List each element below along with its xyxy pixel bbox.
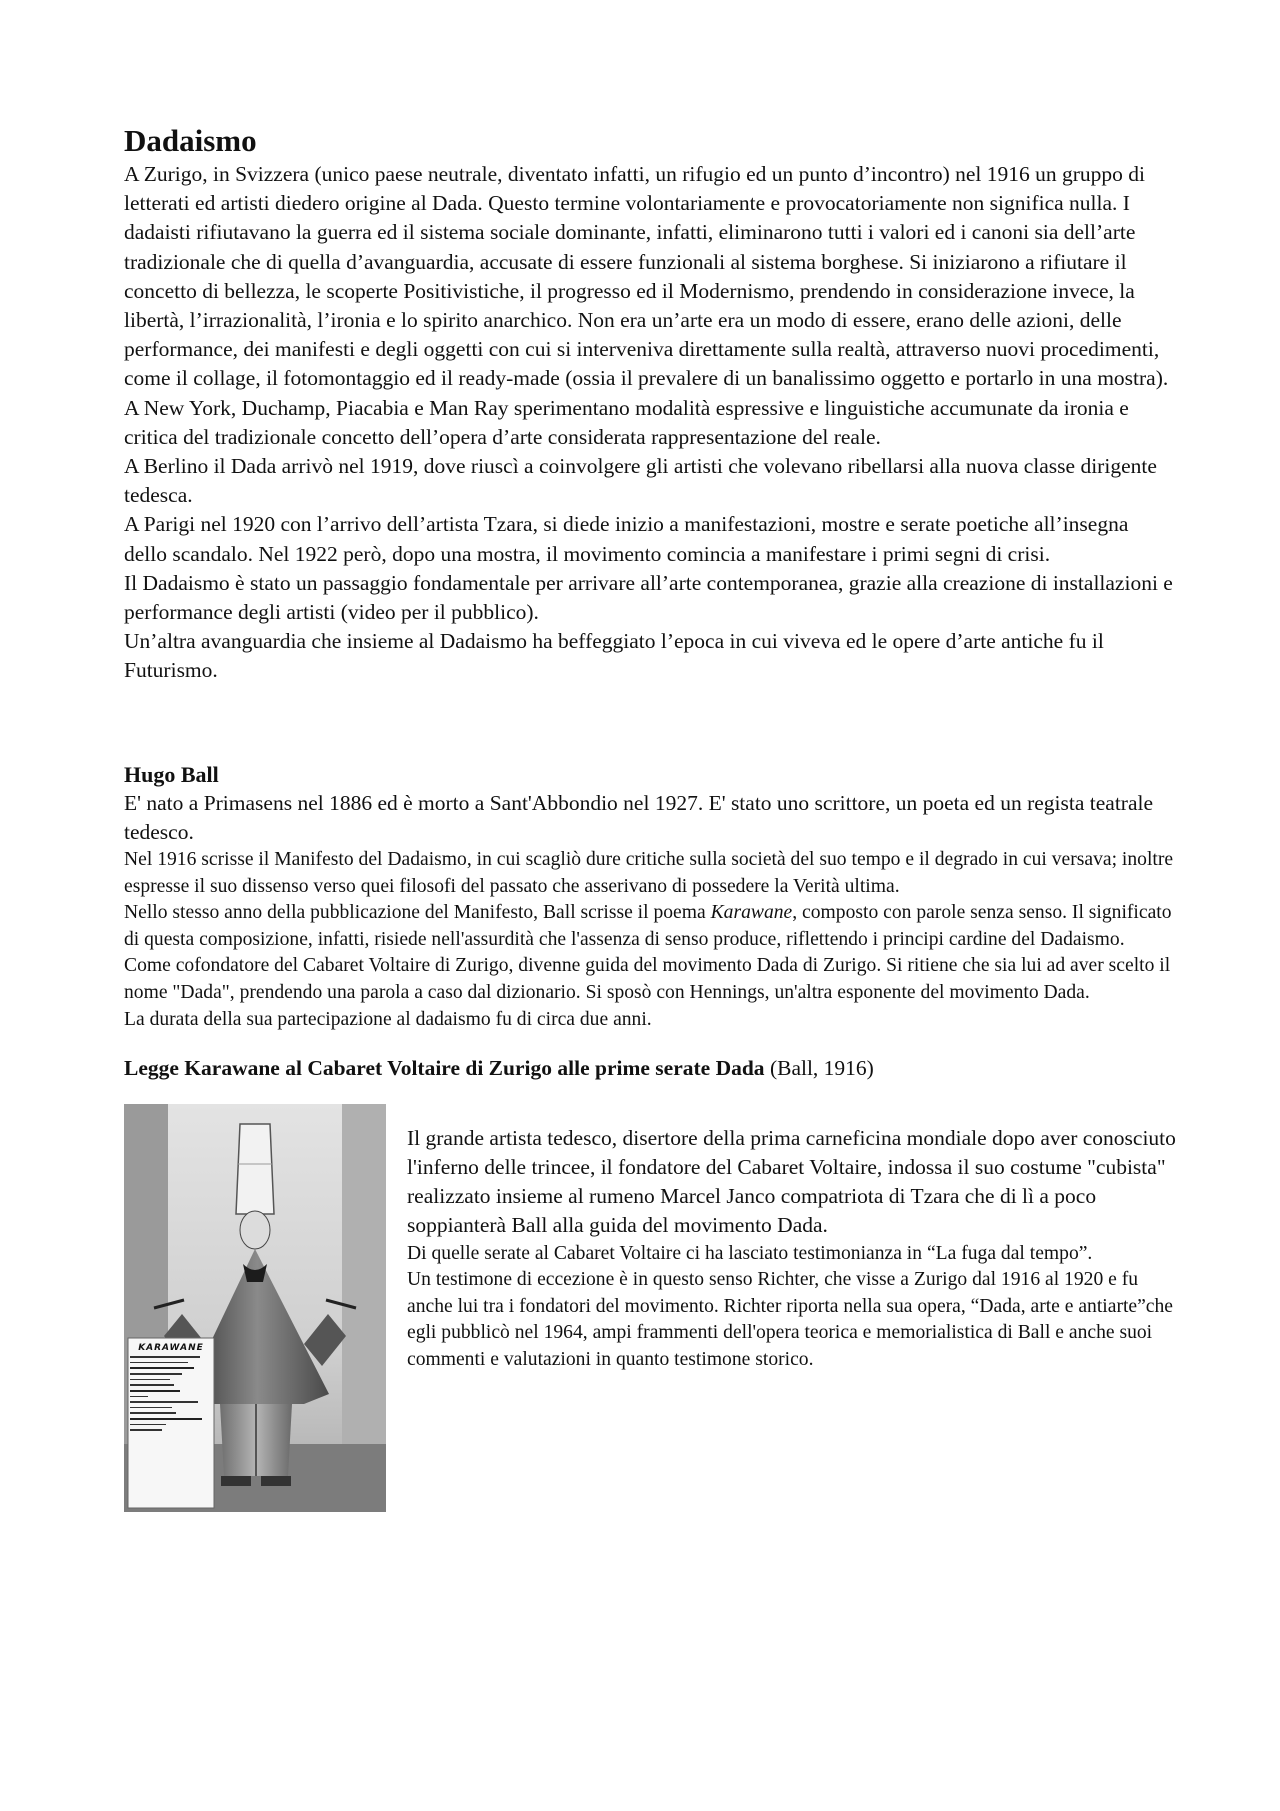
poster-line-art	[130, 1367, 194, 1369]
figure-caption	[407, 1124, 1182, 1374]
paragraph: Il Dadaismo è stato un passaggio fondamentale per arrivare all’arte contemporanea, grazie alla creazione di installazioni e performance degli artisti (video per il pubblico).	[124, 570, 1173, 625]
heading-hugo-ball: Hugo Ball	[124, 761, 219, 787]
section-hugo-ball	[124, 760, 1174, 1034]
poster-line-art	[130, 1429, 162, 1431]
paragraph: La durata della sua partecipazione al dadaismo fu di circa due anni.	[124, 1008, 652, 1030]
poster-line-art	[130, 1390, 180, 1392]
poster-line-art	[130, 1356, 200, 1358]
poster-line-art	[130, 1362, 188, 1364]
karawane-poster	[130, 1342, 212, 1435]
caption-paragraph: Un testimone di eccezione è in questo senso Richter, che visse a Zurigo dal 1916 al 1920 e fu anche lui tra i fondatori del movimento. Richter riporta nella sua opera, “Dada, arte e antiarte”che egli pubblicò nel 1964, ampi frammenti dell'opera teorica e memorialistica di Ball e anche suoi commenti e valutazioni in quanto testimone storico.	[407, 1269, 1173, 1370]
caption-paragraph: Il grande artista tedesco, disertore della prima carneficina mondiale dopo aver conosciuto l'inferno delle trincee, il fondatore del Cabaret Voltaire, indossa il suo costume "cubista" realizzato insieme al rumeno Marcel Janco compatriota di Tzara che di lì a poco soppianterà Ball alla guida del movimento Dada.	[407, 1125, 1176, 1238]
paragraph	[124, 900, 1174, 953]
paragraph: A Zurigo, in Svizzera (unico paese neutrale, diventato infatti, un rifugio ed un punto d’incontro) nel 1916 un gruppo di letterati ed artisti diedero origine al Dada. Questo termine volontariamente e provocatoriamente non significa nulla. I dadaisti rifiutavano la guerra ed il sistema sociale dominante, infatti, eliminarono tutti i valori ed i canoni sia dell’arte tradizionale che di quella d’avanguardia, accusate di essere funzionali al sistema borghese. Si iniziarono a rifiutare il concetto di bellezza, le scoperte Positivistiche, il progresso ed il Modernismo, prendendo in considerazione invece, la libertà, l’irrazionalità, l’ironia e lo spirito anarchico. Non era un’arte era un modo di essere, erano delle azioni, delle performance, dei manifesti e degli oggetti con cui si interveniva direttamente sulla realtà, attraverso nuovi procedimenti, come il collage, il fotomontaggio ed il ready-made (ossia il prevalere di un banalissimo oggetto e portarlo in una mostra).	[124, 162, 1169, 391]
text: Nello stesso anno della pubblicazione del Manifesto, Ball scrisse il poema	[124, 902, 711, 924]
paragraph-intro: E' nato a Primasens nel 1886 ed è morto a Sant'Abbondio nel 1927. E' stato uno scrittore, un poeta ed un regista teatrale tedesco.	[124, 790, 1154, 844]
poster-line-art	[130, 1418, 202, 1420]
heading-karawane-bold: Legge Karawane al Cabaret Voltaire di Zurigo alle prime serate Dada	[124, 1056, 765, 1081]
poster-line-art	[130, 1373, 182, 1375]
paragraph: A Berlino il Dada arrivò nel 1919, dove riuscì a coinvolgere gli artisti che volevano ribellarsi alla nuova classe dirigente tedesca.	[124, 454, 1157, 508]
hugo-ball-costume-photo	[124, 1104, 386, 1512]
text: , composto con parole senza senso. Il significato di questa composizione, infatti, risiede nell'assurdità che l'assenza di senso produce, riflettendo i principi cardine del Dadaismo.	[124, 902, 1172, 950]
costume-photo-illustration	[124, 1104, 386, 1512]
poster-line-art	[130, 1384, 174, 1386]
caption-paragraph: Di quelle serate al Cabaret Voltaire ci ha lasciato testimonianza in “La fuga dal tempo”.	[407, 1242, 1093, 1264]
poster-line-art	[130, 1401, 198, 1403]
poster-line-art	[130, 1396, 148, 1398]
poster-line-art	[130, 1407, 172, 1409]
heading-dadaismo: Dadaismo	[124, 123, 257, 158]
paragraph: Nel 1916 scrisse il Manifesto del Dadaismo, in cui scagliò dure critiche sulla società del suo tempo e il degrado in cui versava; inoltre espresse il suo dissenso verso quei filosofi del passato che asserivano di possedere la Verità ultima.	[124, 849, 1174, 897]
heading-karawane	[124, 1054, 1174, 1082]
document-page	[124, 124, 1174, 1512]
paragraph: Un’altra avanguardia che insieme al Dadaismo ha beffeggiato l’epoca in cui viveva ed le opere d’arte antiche fu il Futurismo.	[124, 629, 1104, 683]
poem-title-italic: Karawane	[710, 902, 793, 924]
paragraph: A Parigi nel 1920 con l’arrivo dell’artista Tzara, si diede inizio a manifestazioni, mostre e serate poetiche all’insegna dello scandalo. Nel 1922 però, dopo una mostra, il movimento comincia a manifestare i primi segni di crisi.	[124, 512, 1129, 566]
poster-line-art	[130, 1424, 166, 1426]
paragraph: A New York, Duchamp, Piacabia e Man Ray sperimentano modalità espressive e linguistiche accumunate da ironia e critica del tradizionale concetto dell’opera d’arte considerata rappresentazione del reale.	[124, 395, 1129, 449]
poster-line-art	[130, 1379, 170, 1381]
figure-row	[124, 1104, 1174, 1512]
karawane-poster-title: KARAWANE	[138, 1342, 204, 1353]
heading-karawane-rest: (Ball, 1916)	[764, 1056, 874, 1081]
poster-line-art	[130, 1412, 176, 1414]
section-dadaismo	[124, 124, 1174, 686]
paragraph: Come cofondatore del Cabaret Voltaire di Zurigo, divenne guida del movimento Dada di Zurigo. Si ritiene che sia lui ad aver scelto il nome "Dada", prendendo una parola a caso dal dizionario. Si sposò con Hennings, un'altra esponente del movimento Dada.	[124, 955, 1171, 1004]
